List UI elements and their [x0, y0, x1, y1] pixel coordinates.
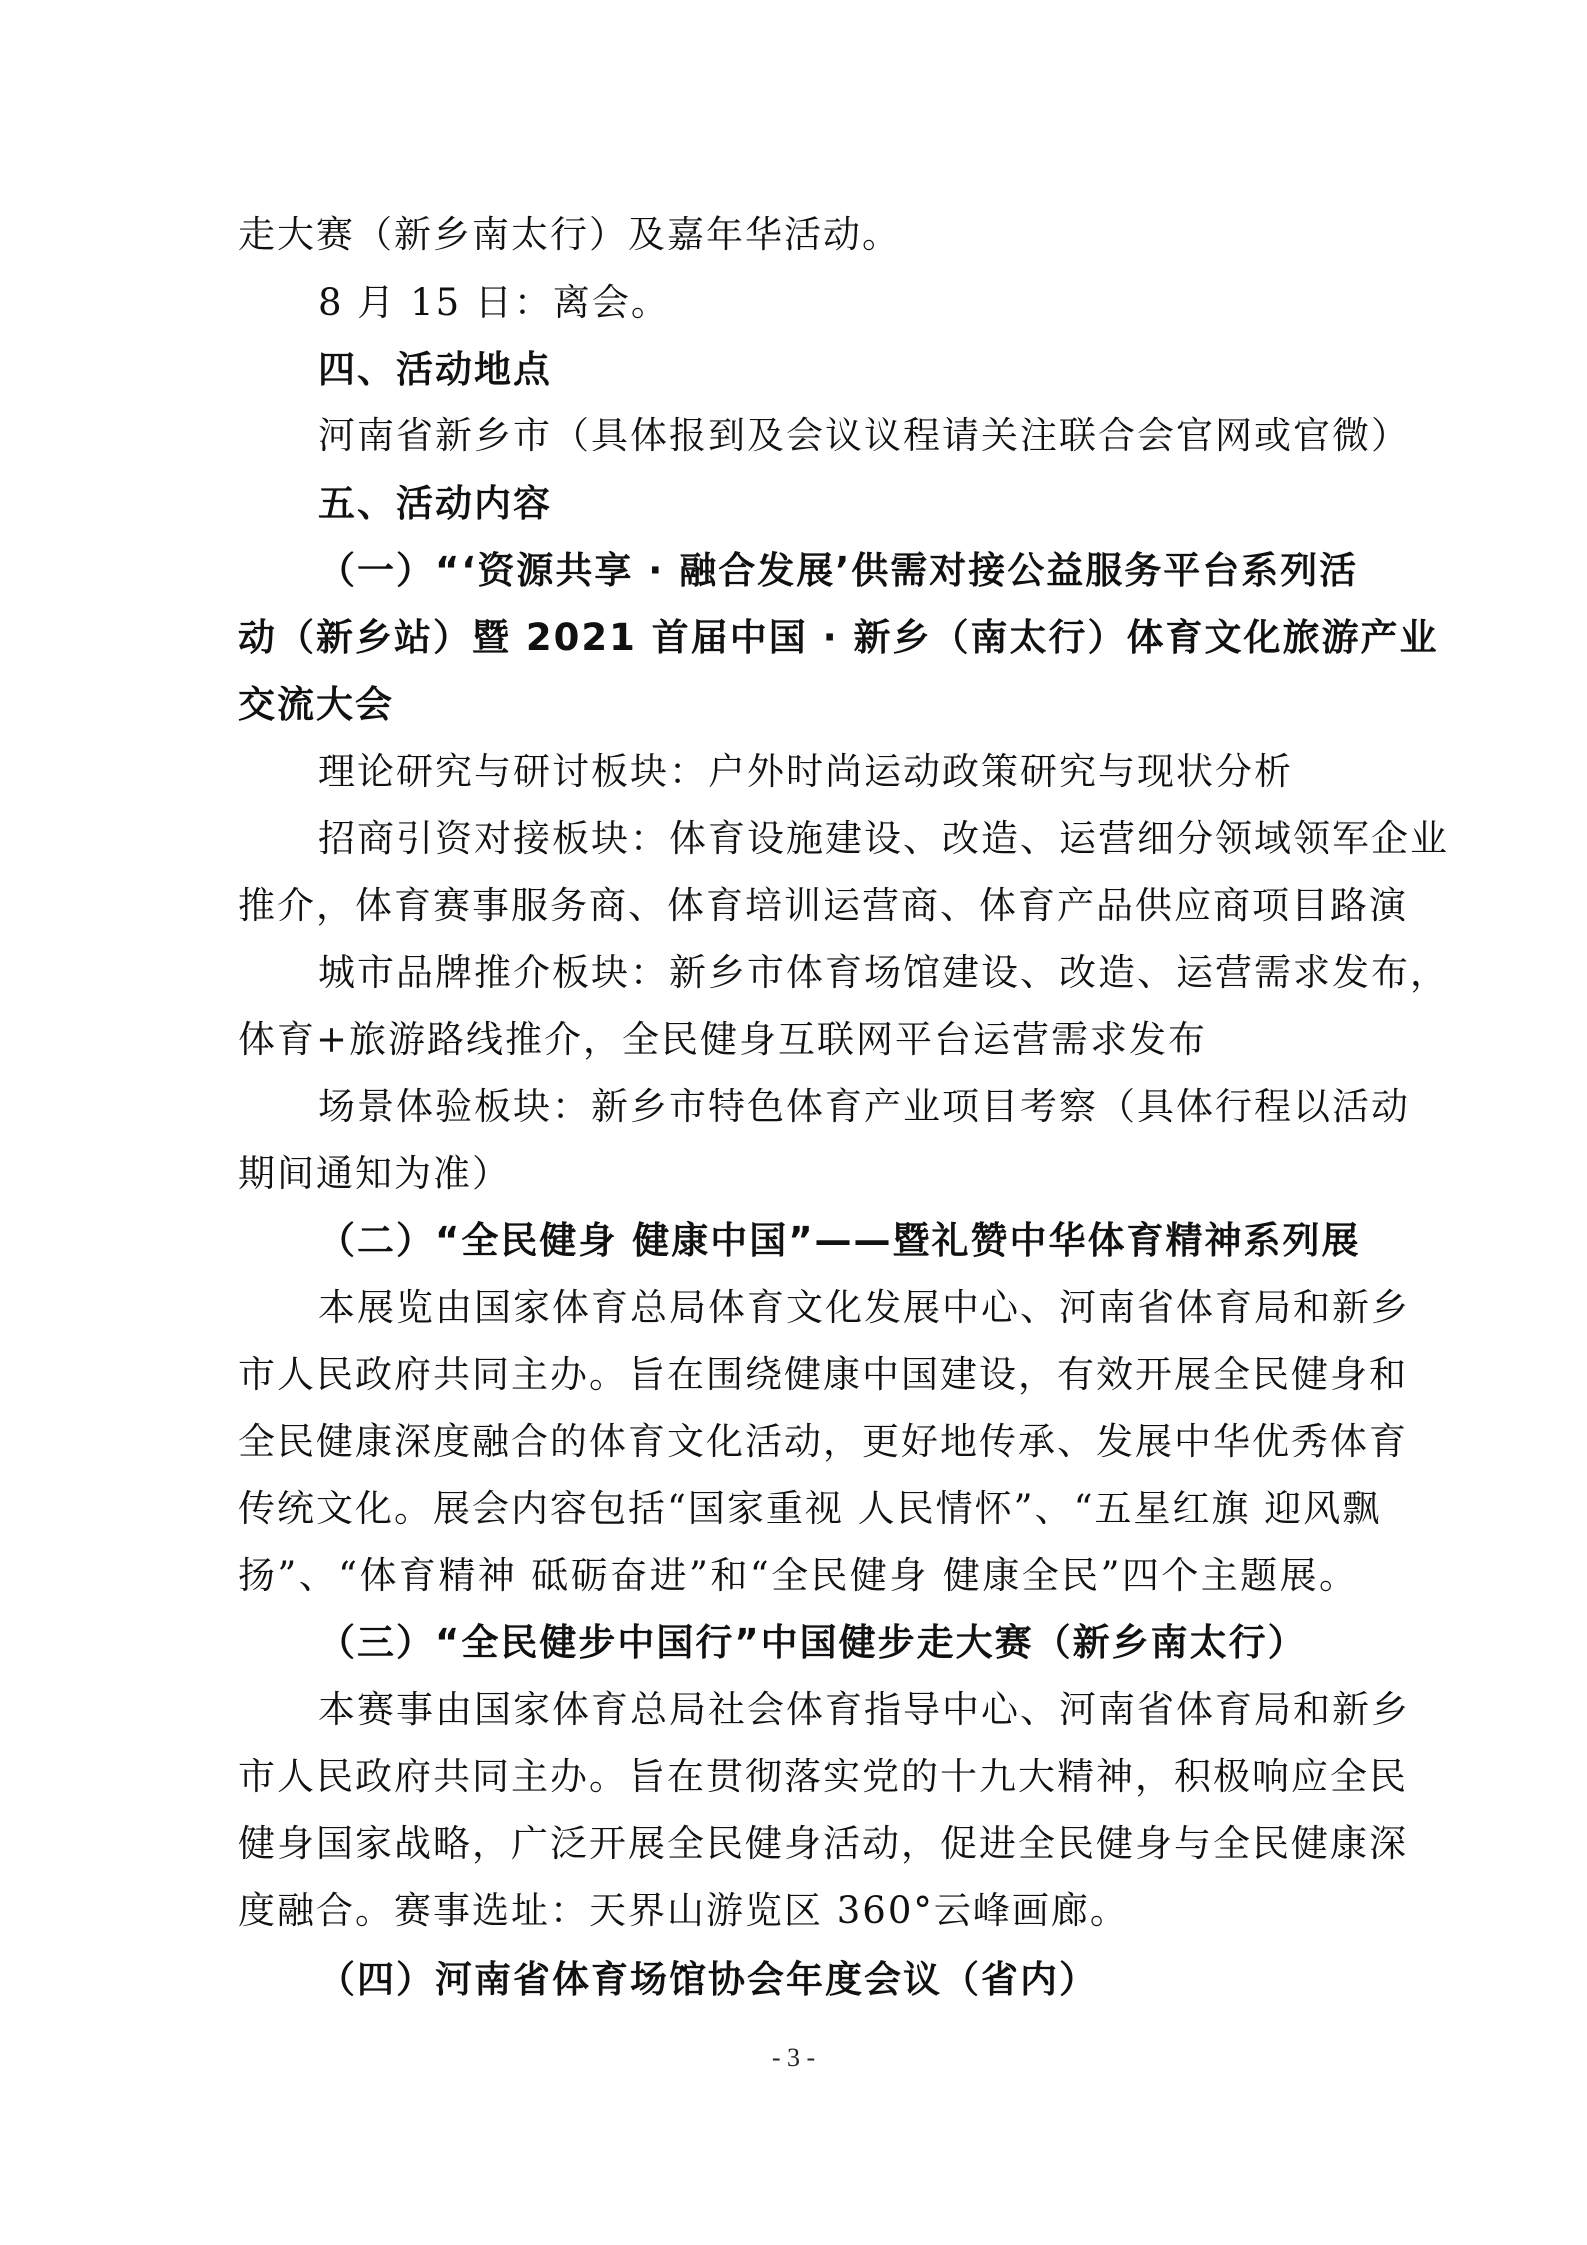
text-line-investment-module: 招商引资对接板块：体育设施建设、改造、运营细分领域领军企业 — [318, 817, 1449, 860]
section-heading-location: 四、活动地点 — [318, 348, 552, 391]
subsection-heading-2: （二）“全民健身 健康中国”——暨礼赞中华体育精神系列展 — [318, 1219, 1361, 1262]
text-line-location: 河南省新乡市（具体报到及会议议程请关注联合会官网或官微） — [318, 414, 1410, 457]
text-line-exhibition-4: 传统文化。展会内容包括“国家重视 人民情怀”、“五星红旗 迎风飘 — [238, 1487, 1382, 1530]
text-line-theory-module: 理论研究与研讨板块：户外时尚运动政策研究与现状分析 — [318, 750, 1293, 793]
text-line-exhibition-2: 市人民政府共同主办。旨在围绕健康中国建设，有效开展全民健身和 — [238, 1353, 1408, 1396]
page-number: - 3 - — [771, 2043, 816, 2072]
text-line-exhibition-1: 本展览由国家体育总局体育文化发展中心、河南省体育局和新乡 — [318, 1286, 1410, 1329]
subsection-heading-1-line-3: 交流大会 — [238, 683, 394, 726]
subsection-heading-1-line-2: 动（新乡站）暨 2021 首届中国 · 新乡（南太行）体育文化旅游产业 — [238, 616, 1439, 659]
section-heading-content: 五、活动内容 — [318, 482, 552, 525]
text-line-walk-contest-2: 市人民政府共同主办。旨在贯彻落实党的十九大精神，积极响应全民 — [238, 1755, 1408, 1798]
text-line-scene-module-cont: 期间通知为准） — [238, 1152, 511, 1195]
subsection-heading-1-line-1: （一）“‘资源共享 · 融合发展’供需对接公益服务平台系列活 — [318, 549, 1359, 592]
text-line-investment-module-cont: 推介，体育赛事服务商、体育培训运营商、体育产品供应商项目路演 — [238, 884, 1408, 927]
subsection-heading-4: （四）河南省体育场馆协会年度会议（省内） — [318, 1958, 1098, 2001]
subsection-heading-3: （三）“全民健步中国行”中国健步走大赛（新乡南太行） — [318, 1621, 1307, 1664]
text-line-departure: 8 月 15 日：离会。 — [318, 281, 670, 324]
text-line-city-brand-module-cont: 体育+旅游路线推介，全民健身互联网平台运营需求发布 — [238, 1018, 1208, 1061]
text-line-scene-module: 场景体验板块：新乡市特色体育产业项目考察（具体行程以活动 — [318, 1085, 1410, 1128]
text-line-walk-contest-4: 度融合。赛事选址：天界山游览区 360°云峰画廊。 — [238, 1889, 1129, 1932]
text-line-city-brand-module: 城市品牌推介板块：新乡市体育场馆建设、改造、运营需求发布， — [318, 951, 1449, 994]
text-line-walk-contest-3: 健身国家战略，广泛开展全民健身活动，促进全民健身与全民健康深 — [238, 1822, 1408, 1865]
text-line-exhibition-3: 全民健康深度融合的体育文化活动，更好地传承、发展中华优秀体育 — [238, 1420, 1408, 1463]
text-line-exhibition-5: 扬”、“体育精神 砥砺奋进”和“全民健身 健康全民”四个主题展。 — [238, 1554, 1358, 1597]
text-line-walk-contest-1: 本赛事由国家体育总局社会体育指导中心、河南省体育局和新乡 — [318, 1688, 1410, 1731]
text-line-event-continuation: 走大赛（新乡南太行）及嘉年华活动。 — [238, 213, 901, 256]
